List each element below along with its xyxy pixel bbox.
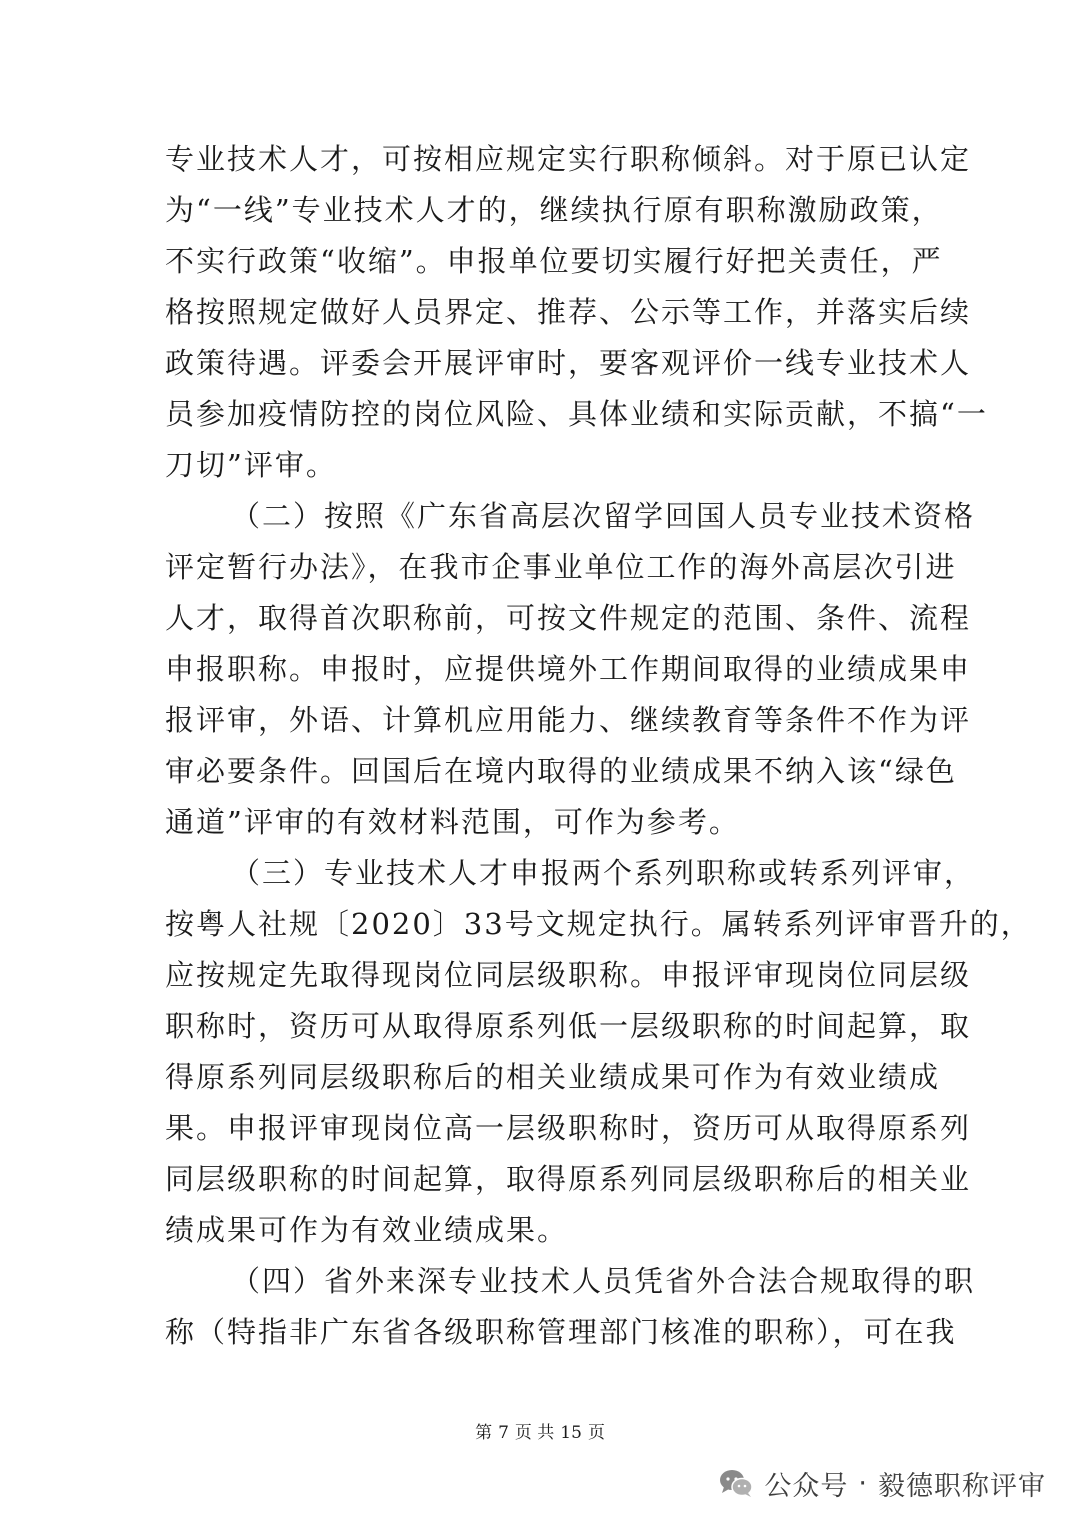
text-line: 得原系列同层级职称后的相关业绩成果可作为有效业绩成 bbox=[165, 1060, 941, 1094]
text-line: 政策待遇。评委会开展评审时，要客观评价一线专业技术人 bbox=[165, 346, 972, 380]
total-pages: 15 bbox=[560, 1423, 582, 1443]
watermark-separator: · bbox=[858, 1467, 868, 1499]
text-line: （四）省外来深专业技术人员凭省外合法合规取得的职 bbox=[231, 1264, 976, 1298]
page-mid: 页 共 bbox=[514, 1423, 555, 1443]
watermark-account: 毅德职称评审 bbox=[878, 1470, 1046, 1502]
document-body bbox=[165, 134, 1032, 1358]
page-prefix: 第 bbox=[475, 1423, 493, 1443]
text-line: 应按规定先取得现岗位同层级职称。申报评审现岗位同层级 bbox=[165, 958, 972, 992]
text-line: 员参加疫情防控的岗位风险、具体业绩和实际贡献，不搞“一 bbox=[165, 397, 988, 431]
text-line: 职称时，资历可从取得原系列低一层级职称的时间起算，取 bbox=[165, 1009, 972, 1043]
text-line: 人才，取得首次职称前，可按文件规定的范围、条件、流程 bbox=[165, 601, 972, 635]
page-footer bbox=[0, 1418, 1080, 1443]
text-line: 审必要条件。回国后在境内取得的业绩成果不纳入该“绿色 bbox=[165, 754, 957, 788]
text-line: （三）专业技术人才申报两个系列职称或转系列评审， bbox=[231, 856, 976, 890]
text-line: 不实行政策“收缩”。申报单位要切实履行好把关责任，严 bbox=[165, 244, 943, 278]
text-line: 申报职称。申报时，应提供境外工作期间取得的业绩成果申 bbox=[165, 652, 972, 686]
text-line: 专业技术人才，可按相应规定实行职称倾斜。对于原已认定 bbox=[165, 142, 972, 176]
text-line: 报评审，外语、计算机应用能力、继续教育等条件不作为评 bbox=[165, 703, 972, 737]
text-line: 通道”评审的有效材料范围，可作为参考。 bbox=[165, 805, 740, 839]
text-line: 绩成果可作为有效业绩成果。 bbox=[165, 1213, 569, 1247]
text-line: 刀切”评审。 bbox=[165, 448, 337, 482]
wechat-watermark bbox=[718, 1463, 1046, 1503]
page-suffix: 页 bbox=[587, 1423, 605, 1443]
page-number: 7 bbox=[498, 1423, 509, 1443]
text-line: 按粤人社规〔2020〕33号文规定执行。属转系列评审晋升的， bbox=[165, 907, 1032, 941]
wechat-icon bbox=[718, 1468, 754, 1498]
text-line: 称（特指非广东省各级职称管理部门核准的职称），可在我 bbox=[165, 1315, 957, 1349]
text-line: 为“一线”专业技术人才的，继续执行原有职称激励政策， bbox=[165, 193, 943, 227]
text-line: 评定暂行办法》，在我市企事业单位工作的海外高层次引进 bbox=[165, 550, 957, 584]
watermark-label: 公众号 bbox=[764, 1470, 849, 1502]
text-line: 格按照规定做好人员界定、推荐、公示等工作，并落实后续 bbox=[165, 295, 972, 329]
text-line: 果。申报评审现岗位高一层级职称时，资历可从取得原系列 bbox=[165, 1111, 972, 1145]
text-line: （二）按照《广东省高层次留学回国人员专业技术资格 bbox=[231, 499, 976, 533]
text-line: 同层级职称的时间起算，取得原系列同层级职称后的相关业 bbox=[165, 1162, 972, 1196]
